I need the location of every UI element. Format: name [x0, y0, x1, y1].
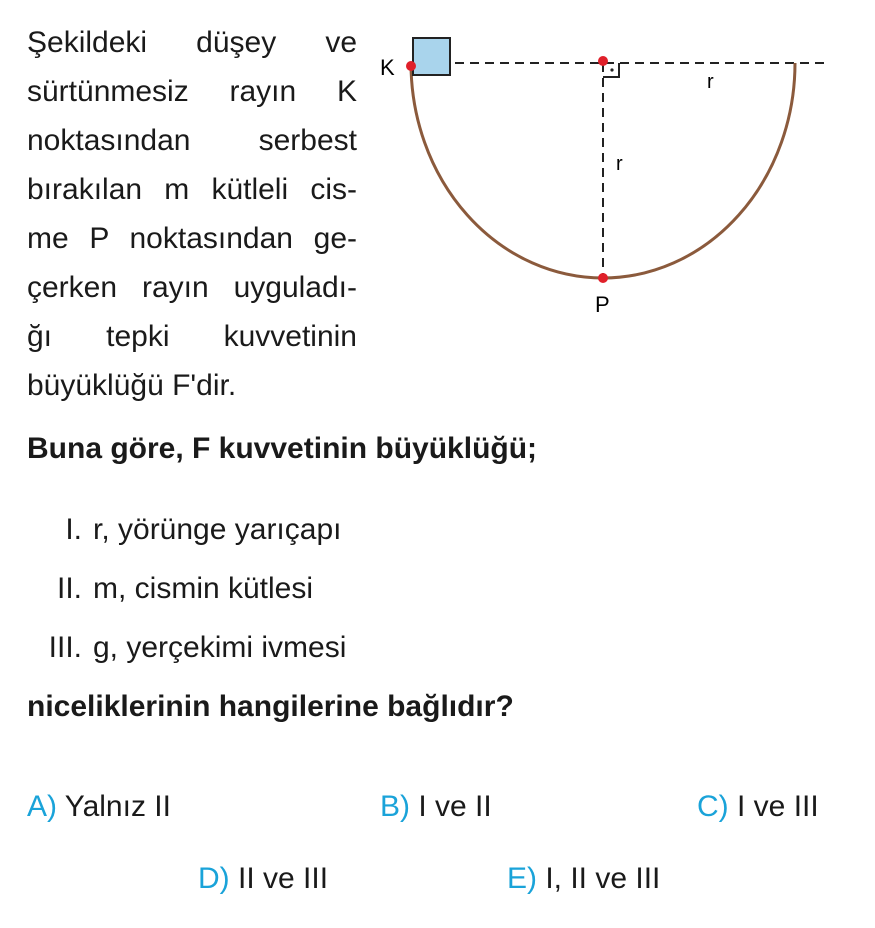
option-letter: B) [380, 790, 410, 823]
item-number: I. [65, 513, 82, 546]
option-text: Yalnız II [64, 790, 171, 823]
item-text: g, yerçekimi ivmesi [93, 631, 347, 664]
statement-line-2: sürtünmesiz rayın K [27, 75, 357, 108]
item-text: r, yörünge yarıçapı [93, 513, 342, 546]
label-p: P [595, 292, 610, 317]
statement-line-3: noktasından serbest [27, 124, 357, 157]
option-text: I ve II [418, 790, 492, 823]
label-k: K [380, 55, 395, 80]
option-c[interactable] [697, 790, 819, 824]
option-e[interactable] [507, 862, 660, 896]
problem-statement [27, 18, 357, 410]
option-letter: A) [27, 790, 57, 823]
item-number: III. [48, 631, 82, 664]
option-letter: C) [697, 790, 729, 823]
statement-list [27, 500, 346, 677]
semicircle-rail-diagram [370, 20, 840, 320]
block [413, 38, 450, 75]
item-text: m, cismin kütlesi [93, 572, 314, 605]
statement-line-1: Şekildeki düşey ve [27, 26, 357, 59]
option-letter: D) [198, 862, 230, 895]
question-prompt: Buna göre, F kuvvetinin büyüklüğü; [27, 432, 538, 465]
statement-line-7: ğı tepki kuvvetinin [27, 320, 357, 353]
option-d[interactable] [198, 862, 328, 896]
list-item [27, 618, 346, 677]
statement-line-5: me P noktasından ge- [27, 222, 357, 255]
option-text: II ve III [238, 862, 329, 895]
point-center [598, 56, 608, 66]
point-p [598, 273, 608, 283]
label-r-horizontal: r [707, 71, 714, 93]
option-letter: E) [507, 862, 537, 895]
statement-line-4: bırakılan m kütleli cis- [27, 173, 357, 206]
list-item [27, 559, 346, 618]
option-text: I, II ve III [545, 862, 661, 895]
statement-line-8: büyüklüğü F'dir. [27, 369, 237, 402]
point-k [406, 61, 416, 71]
option-text: I ve III [737, 790, 819, 823]
label-r-vertical: r [616, 153, 623, 175]
list-item [27, 500, 346, 559]
statement-line-6: çerken rayın uyguladı- [27, 271, 357, 304]
option-a[interactable] [27, 790, 171, 824]
item-number: II. [56, 572, 82, 605]
right-angle-dot [610, 68, 613, 71]
question-ask: niceliklerinin hangilerine bağlıdır? [27, 690, 514, 723]
option-b[interactable] [380, 790, 492, 824]
